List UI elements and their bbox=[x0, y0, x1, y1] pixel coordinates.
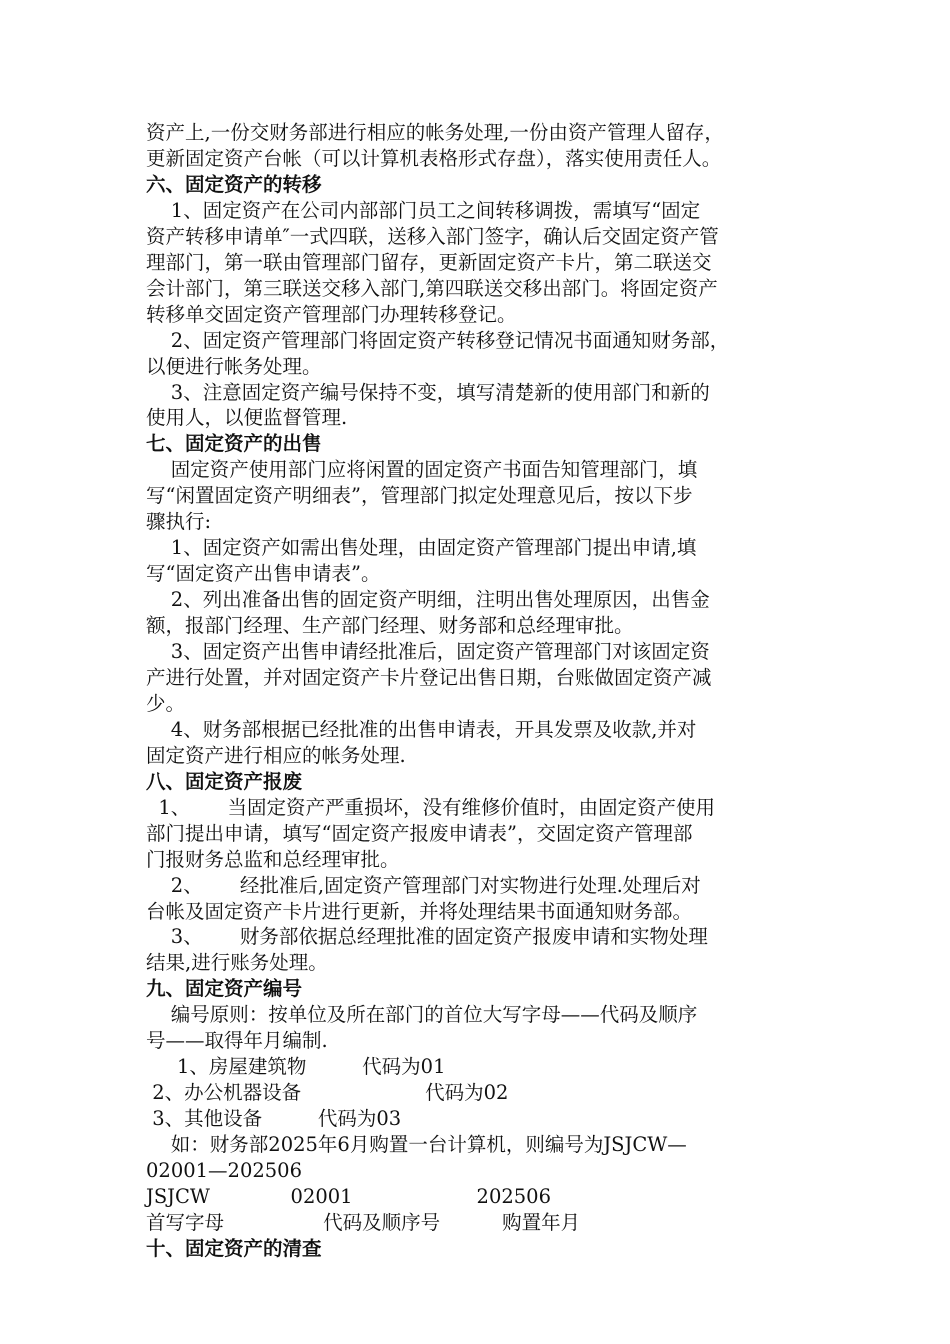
text-line: 写“固定资产出售申请表”。 bbox=[146, 562, 381, 586]
section-heading: 十、固定资产的清查 bbox=[146, 1236, 322, 1260]
text-line: JSJCW 02001 202506 bbox=[146, 1184, 551, 1208]
text-line: 2、固定资产管理部门将固定资产转移登记情况书面通知财务部， bbox=[146, 328, 730, 352]
text-line: 转移单交固定资产管理部门办理转移登记。 bbox=[146, 302, 517, 326]
text-line: 1、房屋建筑物 代码为01 bbox=[146, 1055, 446, 1079]
text-line: 台帐及固定资产卡片进行更新，并将处理结果书面通知财务部。 bbox=[146, 899, 693, 923]
text-line: 固定资产使用部门应将闲置的固定资产书面告知管理部门，填 bbox=[146, 458, 698, 482]
text-line: 门报财务总监和总经理审批。 bbox=[146, 847, 400, 871]
text-line: 资产上,一份交财务部进行相应的帐务处理,一份由资产管理人留存， bbox=[146, 121, 724, 144]
text-line: 3、注意固定资产编号保持不变，填写清楚新的使用部门和新的 bbox=[146, 380, 710, 404]
text-line: 1、 当固定资产严重损坏，没有维修价值时，由固定资产使用 bbox=[146, 795, 715, 819]
text-line: 少。 bbox=[146, 691, 186, 715]
text-line: 资产转移申请单″一式四联，送移入部门签字，确认后交固定资产管 bbox=[146, 224, 719, 248]
text-line: 骤执行: bbox=[146, 510, 212, 534]
section-heading: 七、固定资产的出售 bbox=[146, 432, 322, 456]
text-line: 1、固定资产如需出售处理，由固定资产管理部门提出申请,填 bbox=[146, 536, 697, 560]
text-line: 3、其他设备 代码为03 bbox=[146, 1107, 402, 1131]
text-line: 编号原则：按单位及所在部门的首位大写字母——代码及顺序 bbox=[146, 1003, 698, 1027]
text-line: 结果,进行账务处理。 bbox=[146, 951, 328, 975]
text-line: 产进行处置，并对固定资产卡片登记出售日期，台账做固定资产减 bbox=[146, 665, 712, 689]
text-line: 1、固定资产在公司内部部门员工之间转移调拨，需填写“固定 bbox=[146, 198, 701, 222]
text-line: 2、 经批准后,固定资产管理部门对实物进行处理.处理后对 bbox=[146, 873, 701, 897]
text-line: 02001—202506 bbox=[146, 1159, 302, 1182]
text-line: 以便进行帐务处理。 bbox=[146, 354, 322, 378]
text-line: 会计部门，第三联送交移入部门,第四联送交移出部门。将固定资产 bbox=[146, 276, 718, 300]
text-line: 固定资产进行相应的帐务处理. bbox=[146, 743, 406, 767]
text-line: 号——取得年月编制. bbox=[146, 1029, 328, 1053]
text-line: 4、财务部根据已经批准的出售申请表，开具发票及收款,并对 bbox=[146, 717, 697, 741]
text-line: 更新固定资产台帐（可以计算机表格形式存盘），落实使用责任人。 bbox=[146, 146, 722, 170]
text-line: 2、办公机器设备 代码为02 bbox=[146, 1081, 509, 1105]
text-line: 部门提出申请，填写“固定资产报废申请表”，交固定资产管理部 bbox=[146, 821, 693, 845]
text-line: 使用人，以便监督管理. bbox=[146, 406, 348, 430]
text-line: 2、列出准备出售的固定资产明细，注明出售处理原因，出售金 bbox=[146, 588, 710, 612]
text-line: 3、 财务部依据总经理批准的固定资产报废申请和实物处理 bbox=[146, 925, 708, 949]
section-heading: 六、固定资产的转移 bbox=[146, 172, 322, 196]
text-line: 首写字母 代码及顺序号 购置年月 bbox=[146, 1210, 581, 1234]
section-heading: 八、固定资产报废 bbox=[146, 769, 303, 793]
text-line: 3、固定资产出售申请经批准后，固定资产管理部门对该固定资 bbox=[146, 640, 710, 663]
section-heading: 九、固定资产编号 bbox=[146, 977, 303, 1001]
text-line: 额，报部门经理、生产部门经理、财务部和总经理审批。 bbox=[146, 614, 634, 638]
text-line: 理部门，第一联由管理部门留存，更新固定资产卡片，第二联送交 bbox=[146, 250, 712, 274]
text-line: 如：财务部2025年6月购置一台计算机，则编号为JSJCW— bbox=[146, 1133, 687, 1157]
text-line: 写“闲置固定资产明细表”，管理部门拟定处理意见后，按以下步 bbox=[146, 484, 693, 508]
